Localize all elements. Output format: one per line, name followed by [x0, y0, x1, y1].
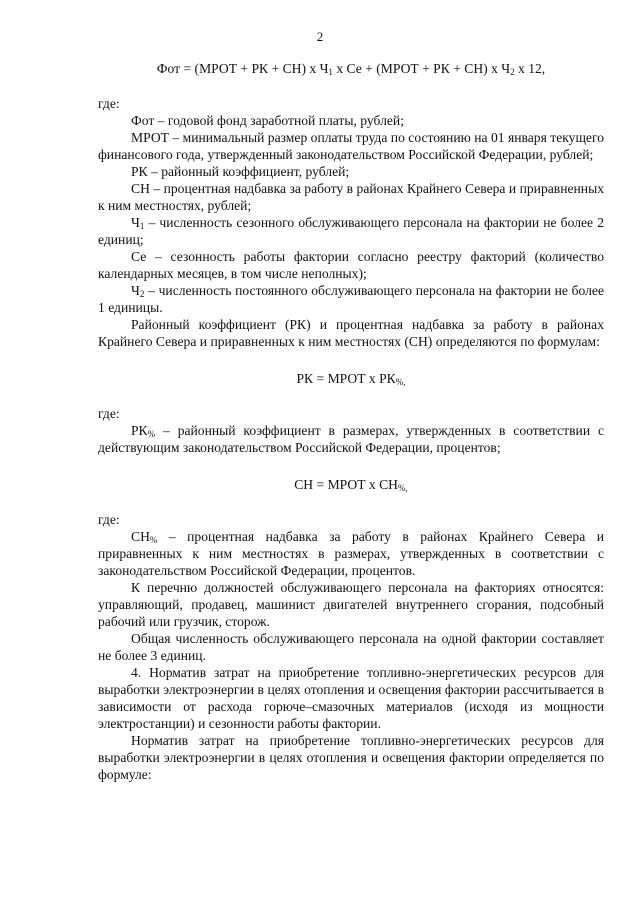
formula-fot-part1: Фот = (МРОТ + РК + СН) х Ч [156, 61, 329, 76]
total-staff-paragraph: Общая численность обслуживающего персонала на одной фактории составляет не более 3 единиц. [98, 631, 604, 663]
formula-fot-part3: х 12, [514, 61, 546, 76]
definition-rk-pct [98, 422, 604, 456]
positions-paragraph: К перечню должностей обслуживающего персонала на факториях относятся: управляющий, продавец, машинист двигателей внутреннего сгорания, подсобный рабочий или грузчик, сторож. [98, 580, 604, 629]
formula-rk-text: РК = МРОТ х РК [296, 371, 396, 386]
rk-pct-text: – районный коэффициент в размерах, утвержденных в соответствии с действующим законодательством Российской Федерации, процентов; [98, 423, 604, 455]
ch1-subscript: 1 [139, 221, 145, 231]
formula-fot-sub1: 1 [328, 67, 333, 77]
definition-ch1 [98, 214, 604, 248]
where-label-1: где: [98, 96, 120, 111]
formula-rk [98, 370, 604, 387]
rk-pct-subscript: % [147, 429, 156, 439]
definition-sn-pct [98, 528, 604, 579]
definition-fot: Фот – годовой фонд заработной платы, рублей; [131, 113, 404, 128]
definition-mrot: МРОТ – минимальный размер оплаты труда по состоянию на 01 января текущего финансового года, утвержденный законодательством Российской Федерации, рублей; [98, 130, 604, 162]
norm-formula-paragraph: Норматив затрат на приобретение топливно-энергетических ресурсов для выработки электроэнергии в целях отопления и освещения фактории определяется по формуле: [98, 733, 604, 782]
norm-4-paragraph: 4. Норматив затрат на приобретение топливно-энергетических ресурсов для выработки электроэнергии в целях отопления и освещения фактории рассчитывается в зависимости от расхода горюче–смазочных материалов (исходя из мощности электростанции) и сезонности работы фактории. [98, 665, 604, 731]
page-number: 2 [316, 29, 324, 44]
formula-sn-text: СН = МРОТ х СН [294, 477, 398, 492]
definition-ch2 [98, 282, 604, 316]
rk-sn-intro-paragraph: Районный коэффициент (РК) и процентная надбавка за работу в районах Крайнего Севера и приравненных к ним местностях (СН) определяются по формулам: [98, 317, 604, 349]
definition-sn: СН – процентная надбавка за работу в районах Крайнего Севера и приравненных к ним местностях, рублей; [98, 181, 604, 213]
formula-fot [98, 60, 604, 77]
rk-pct-symbol: РК [131, 423, 148, 438]
ch2-symbol: Ч [131, 283, 140, 298]
ch1-text: – численность сезонного обслуживающего персонала на фактории не более 2 единиц; [98, 215, 604, 247]
ch1-symbol: Ч [131, 215, 140, 230]
where-label-2: где: [98, 406, 120, 421]
sn-pct-text: – процентная надбавка за работу в районах Крайнего Севера и приравненных к ним местностях в размерах, утвержденных в соответствии с законодательством Российской Федерации, процентов. [98, 529, 604, 578]
definition-se: Се – сезонность работы фактории согласно реестру факторий (количество календарных месяцев, в том числе неполных); [98, 249, 604, 281]
where-label-3: где: [98, 512, 120, 527]
sn-pct-symbol: СН [131, 529, 150, 544]
formula-rk-sub: %, [395, 377, 406, 387]
formula-sn [98, 476, 604, 493]
formula-sn-sub: %, [398, 483, 408, 493]
formula-fot-part2: х Се + (МРОТ + РК + СН) х Ч [332, 61, 511, 76]
ch2-subscript: 2 [139, 289, 145, 299]
formula-fot-sub2: 2 [510, 67, 515, 77]
ch2-text: – численность постоянного обслуживающего персонала на фактории не более 1 единицы. [98, 283, 604, 315]
sn-pct-subscript: % [149, 535, 158, 545]
document-body [98, 60, 604, 783]
definition-rk: РК – районный коэффициент, рублей; [131, 164, 350, 179]
